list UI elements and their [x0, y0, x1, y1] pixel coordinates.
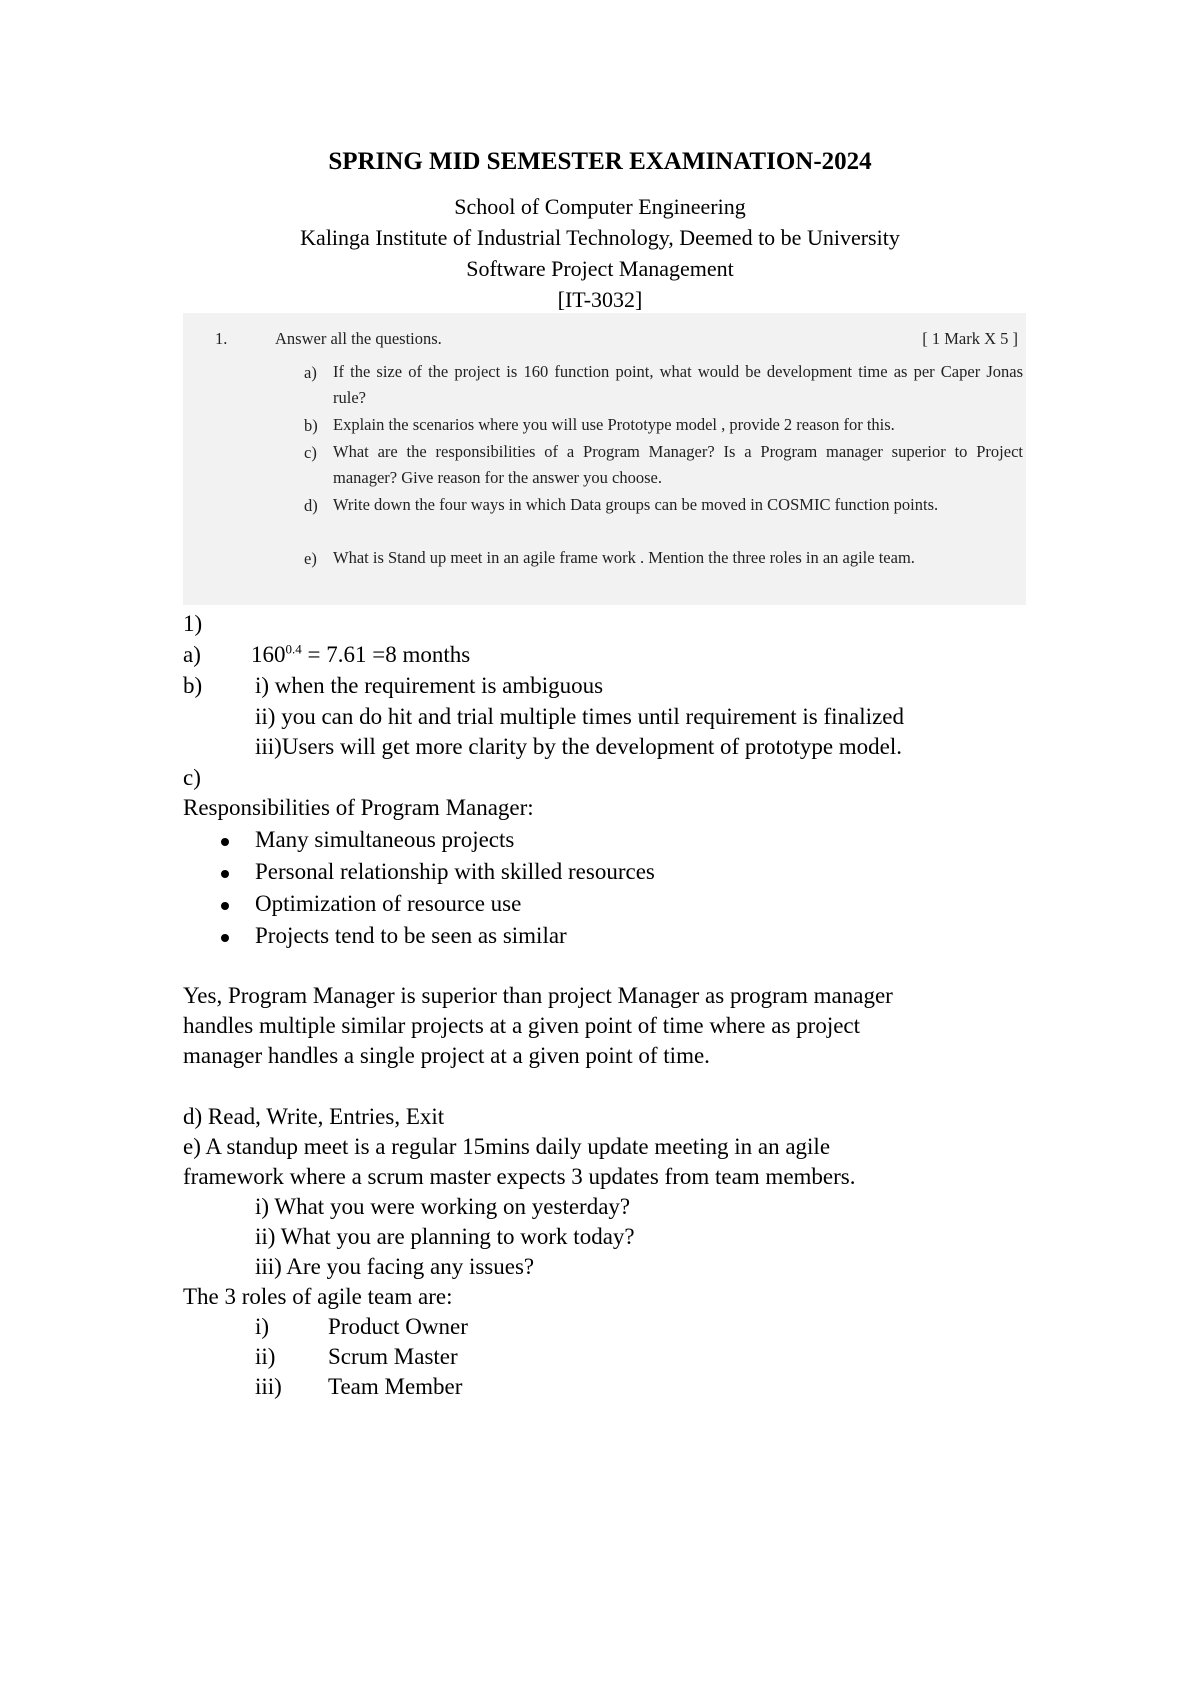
answer-d: d) Read, Write, Entries, Exit	[183, 1104, 445, 1129]
course-name: Software Project Management	[466, 256, 734, 281]
roles-heading: The 3 roles of agile team are:	[183, 1284, 453, 1309]
answer-e-line: e) A standup meet is a regular 15mins daily update meeting in an agile	[183, 1134, 831, 1159]
institute-name: Kalinga Institute of Industrial Technology, Deemed to be University	[300, 225, 900, 250]
answer-c-bullet: Personal relationship with skilled resources	[255, 859, 655, 884]
answer-e-update: iii) Are you facing any issues?	[255, 1254, 535, 1279]
role-number: ii)	[255, 1344, 276, 1369]
answer-b-label: b)	[183, 673, 203, 698]
item-label: a)	[304, 363, 317, 382]
course-code: [IT-3032]	[557, 287, 643, 312]
answer-number: 1)	[183, 611, 203, 636]
answer-b-line: ii) you can do hit and trial multiple times until requirement is finalized	[255, 704, 904, 729]
answer-c-paragraph: handles multiple similar projects at a given point of time where as project	[183, 1013, 861, 1038]
bullet-icon	[221, 902, 229, 910]
exam-title: SPRING MID SEMESTER EXAMINATION-2024	[328, 148, 872, 175]
question-marks: [ 1 Mark X 5 ]	[922, 329, 1018, 348]
answer-c-bullet: Projects tend to be seen as similar	[255, 923, 567, 948]
answer-c-label: c)	[183, 765, 201, 790]
bullet-icon	[221, 838, 229, 846]
answer-b-line: i) when the requirement is ambiguous	[255, 673, 604, 698]
item-text: Write down the four ways in which Data groups can be moved in COSMIC function points.	[333, 495, 939, 514]
role-name: Scrum Master	[328, 1344, 458, 1369]
item-label: b)	[304, 416, 318, 435]
question-number: 1.	[215, 329, 228, 348]
item-text: If the size of the project is 160 function point, what would be development time as per Caper Jonas rule?	[333, 362, 1023, 407]
bullet-icon	[221, 934, 229, 942]
role-name: Product Owner	[328, 1314, 468, 1339]
answer-b-line: iii)Users will get more clarity by the development of prototype model.	[255, 734, 903, 759]
item-text: Explain the scenarios where you will use Prototype model , provide 2 reason for this.	[333, 415, 895, 434]
role-name: Team Member	[328, 1374, 463, 1399]
role-number: i)	[255, 1314, 270, 1339]
item-label: c)	[304, 443, 317, 462]
item-text: What are the responsibilities of a Program Manager? Is a Program manager superior to Project manager? Give reason for the answer you choose.	[333, 442, 1023, 487]
item-label: e)	[304, 549, 317, 568]
answer-a-formula	[251, 640, 470, 670]
question-instruction: Answer all the questions.	[275, 329, 442, 348]
question-box	[183, 313, 1026, 605]
answer-c-bullet: Optimization of resource use	[255, 891, 522, 916]
answer-c-heading: Responsibilities of Program Manager:	[183, 795, 534, 820]
answer-e-update: ii) What you are planning to work today?	[255, 1224, 635, 1249]
answer-c-paragraph: manager handles a single project at a given point of time.	[183, 1043, 710, 1068]
answer-c-paragraph: Yes, Program Manager is superior than project Manager as program manager	[183, 983, 893, 1008]
item-text: What is Stand up meet in an agile frame work . Mention the three roles in an agile team.	[333, 548, 915, 567]
answer-e-line: framework where a scrum master expects 3 updates from team members.	[183, 1164, 856, 1189]
answer-c-bullet: Many simultaneous projects	[255, 827, 515, 852]
formula-exponent: 0.4	[285, 641, 302, 657]
answer-e-update: i) What you were working on yesterday?	[255, 1194, 631, 1219]
formula-base: 160	[251, 642, 286, 667]
item-label: d)	[304, 496, 318, 515]
answer-a-label: a)	[183, 642, 201, 667]
bullet-icon	[221, 870, 229, 878]
formula-result: = 7.61 =8 months	[301, 642, 471, 667]
school-name: School of Computer Engineering	[454, 194, 746, 219]
role-number: iii)	[255, 1374, 282, 1399]
